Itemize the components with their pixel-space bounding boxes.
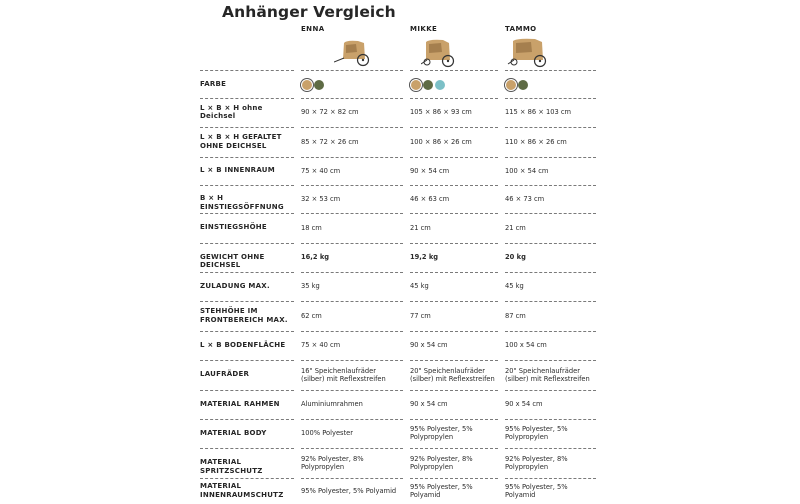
cell-value: 32 × 53 cm bbox=[301, 194, 341, 203]
row-divider bbox=[410, 127, 498, 128]
row-divider bbox=[410, 360, 498, 361]
row-divider bbox=[301, 419, 403, 420]
row-divider bbox=[410, 331, 498, 332]
cell-value: 16" Speichenlaufräder (silber) mit Reflexstreifen bbox=[301, 366, 386, 383]
row-label: L × B INNENRAUM bbox=[200, 166, 275, 175]
cell-value: 21 cm bbox=[410, 223, 431, 232]
row-divider bbox=[505, 448, 596, 449]
row-label: MATERIAL INNENRAUMSCHUTZ bbox=[200, 482, 284, 499]
row-divider bbox=[200, 127, 294, 128]
product-name-mikke: MIKKE bbox=[410, 25, 438, 33]
color-swatch[interactable] bbox=[435, 80, 445, 90]
row-divider bbox=[410, 448, 498, 449]
product-name-enna: ENNA bbox=[301, 25, 325, 33]
cell-value: 19,2 kg bbox=[410, 253, 439, 261]
row-divider bbox=[410, 272, 498, 273]
row-divider bbox=[200, 478, 294, 479]
row-divider bbox=[200, 213, 294, 214]
color-swatch[interactable] bbox=[506, 80, 516, 90]
cell-value: 75 × 40 cm bbox=[301, 341, 341, 349]
color-swatch[interactable] bbox=[411, 80, 421, 90]
cell-value: 20" Speichenlaufräder (silber) mit Reflexstreifen bbox=[505, 366, 590, 383]
cell-value: 46 × 73 cm bbox=[505, 194, 545, 203]
row-label: B × H EINSTIEGSÖFFNUNG bbox=[200, 194, 284, 211]
cell-value: 110 × 86 × 26 cm bbox=[505, 137, 567, 146]
row-divider bbox=[505, 213, 596, 214]
cell-value: 87 cm bbox=[505, 311, 526, 320]
row-label: L × B BODENFLÄCHE bbox=[200, 340, 286, 349]
cell-value: 95% Polyester, 5% Polyamid bbox=[505, 482, 568, 499]
cell-value: 45 kg bbox=[505, 282, 524, 290]
cell-value: 21 cm bbox=[505, 223, 526, 232]
cell-value: Aluminiumrahmen bbox=[301, 400, 363, 408]
cell-value: 20" Speichenlaufräder (silber) mit Reflexstreifen bbox=[410, 366, 495, 383]
row-divider bbox=[301, 448, 403, 449]
row-divider bbox=[410, 478, 498, 479]
row-label: MATERIAL BODY bbox=[200, 428, 267, 437]
cell-value: 100 × 54 cm bbox=[505, 166, 549, 175]
cell-value: 90 x 54 cm bbox=[410, 341, 448, 349]
cell-value: 20 kg bbox=[505, 253, 526, 261]
row-divider bbox=[505, 360, 596, 361]
trailer-image-tammo[interactable] bbox=[507, 38, 549, 68]
row-label: L × B × H GEFALTET OHNE DEICHSEL bbox=[200, 133, 282, 150]
row-divider bbox=[410, 185, 498, 186]
cell-value: 92% Polyester, 8% Polypropylen bbox=[301, 454, 364, 471]
row-divider bbox=[301, 301, 403, 302]
row-divider bbox=[410, 157, 498, 158]
page-title: Anhänger Vergleich bbox=[222, 3, 396, 21]
row-divider bbox=[200, 360, 294, 361]
divider bbox=[410, 70, 498, 71]
cell-value: 92% Polyester, 8% Polypropylen bbox=[410, 454, 473, 471]
color-swatch[interactable] bbox=[302, 80, 312, 90]
cell-value: 35 kg bbox=[301, 282, 320, 290]
row-label: L × B × H ohne Deichsel bbox=[200, 103, 263, 120]
row-divider bbox=[410, 98, 498, 99]
cell-value: 77 cm bbox=[410, 311, 431, 320]
row-divider bbox=[410, 390, 498, 391]
row-divider bbox=[301, 185, 403, 186]
row-divider bbox=[301, 272, 403, 273]
row-label: ZULADUNG MAX. bbox=[200, 281, 270, 290]
row-divider bbox=[410, 243, 498, 244]
cell-value: 115 × 86 × 103 cm bbox=[505, 108, 572, 116]
row-divider bbox=[200, 301, 294, 302]
row-label: LAUFRÄDER bbox=[200, 370, 250, 379]
cell-value: 90 × 54 cm bbox=[410, 166, 450, 175]
row-divider bbox=[301, 213, 403, 214]
row-label: EINSTIEGSHÖHE bbox=[200, 223, 267, 232]
row-label: GEWICHT OHNE DEICHSEL bbox=[200, 252, 265, 270]
cell-value: 90 x 54 cm bbox=[505, 400, 543, 408]
trailer-image-enna[interactable] bbox=[334, 38, 374, 68]
row-divider bbox=[410, 419, 498, 420]
row-label: STEHHÖHE IM FRONTBEREICH MAX. bbox=[200, 307, 288, 324]
row-divider bbox=[301, 243, 403, 244]
cell-value: 100% Polyester bbox=[301, 429, 354, 437]
cell-value: 46 × 63 cm bbox=[410, 194, 450, 203]
row-divider bbox=[200, 185, 294, 186]
row-divider bbox=[505, 419, 596, 420]
row-label: MATERIAL RAHMEN bbox=[200, 399, 280, 408]
row-divider bbox=[301, 127, 403, 128]
row-divider bbox=[200, 390, 294, 391]
cell-value: 85 × 72 × 26 cm bbox=[301, 137, 359, 146]
color-swatch[interactable] bbox=[314, 80, 324, 90]
row-divider bbox=[410, 301, 498, 302]
row-divider bbox=[301, 157, 403, 158]
row-divider bbox=[505, 478, 596, 479]
cell-value: 18 cm bbox=[301, 223, 322, 232]
cell-value: 90 x 54 cm bbox=[410, 400, 448, 408]
cell-value: 92% Polyester, 8% Polypropylen bbox=[505, 454, 568, 471]
divider bbox=[200, 70, 294, 71]
row-divider bbox=[505, 390, 596, 391]
cell-value: 16,2 kg bbox=[301, 253, 330, 261]
cell-value: 95% Polyester, 5% Polyamid bbox=[301, 486, 397, 495]
row-label: MATERIAL SPRITZSCHUTZ bbox=[200, 458, 263, 475]
color-swatch[interactable] bbox=[423, 80, 433, 90]
row-divider bbox=[505, 272, 596, 273]
divider bbox=[301, 70, 403, 71]
row-divider bbox=[200, 157, 294, 158]
row-divider bbox=[200, 98, 294, 99]
row-divider bbox=[505, 157, 596, 158]
cell-value: 105 × 86 × 93 cm bbox=[410, 108, 472, 116]
row-divider bbox=[200, 419, 294, 420]
row-divider bbox=[505, 127, 596, 128]
divider bbox=[505, 70, 596, 71]
cell-value: 95% Polyester, 5% Polyamid bbox=[410, 482, 473, 499]
cell-value: 100 x 54 cm bbox=[505, 341, 547, 349]
row-divider bbox=[200, 272, 294, 273]
row-divider bbox=[505, 243, 596, 244]
product-name-tammo: TAMMO bbox=[505, 25, 537, 33]
row-divider bbox=[505, 185, 596, 186]
cell-value: 45 kg bbox=[410, 282, 429, 290]
cell-value: 62 cm bbox=[301, 311, 322, 320]
trailer-image-mikke[interactable] bbox=[421, 38, 457, 68]
row-divider bbox=[301, 98, 403, 99]
row-divider bbox=[505, 301, 596, 302]
row-divider bbox=[301, 331, 403, 332]
row-divider bbox=[200, 331, 294, 332]
row-divider bbox=[505, 98, 596, 99]
cell-value: 95% Polyester, 5% Polypropylen bbox=[410, 425, 473, 441]
row-divider bbox=[301, 390, 403, 391]
row-divider bbox=[200, 448, 294, 449]
row-divider bbox=[301, 360, 403, 361]
row-divider bbox=[410, 213, 498, 214]
row-divider bbox=[200, 243, 294, 244]
cell-value: 95% Polyester, 5% Polypropylen bbox=[505, 425, 568, 441]
row-label: FARBE bbox=[200, 79, 227, 88]
color-swatch[interactable] bbox=[518, 80, 528, 90]
row-divider bbox=[301, 478, 403, 479]
cell-value: 100 × 86 × 26 cm bbox=[410, 137, 472, 146]
cell-value: 75 × 40 cm bbox=[301, 166, 341, 175]
row-divider bbox=[505, 331, 596, 332]
cell-value: 90 × 72 × 82 cm bbox=[301, 108, 359, 116]
